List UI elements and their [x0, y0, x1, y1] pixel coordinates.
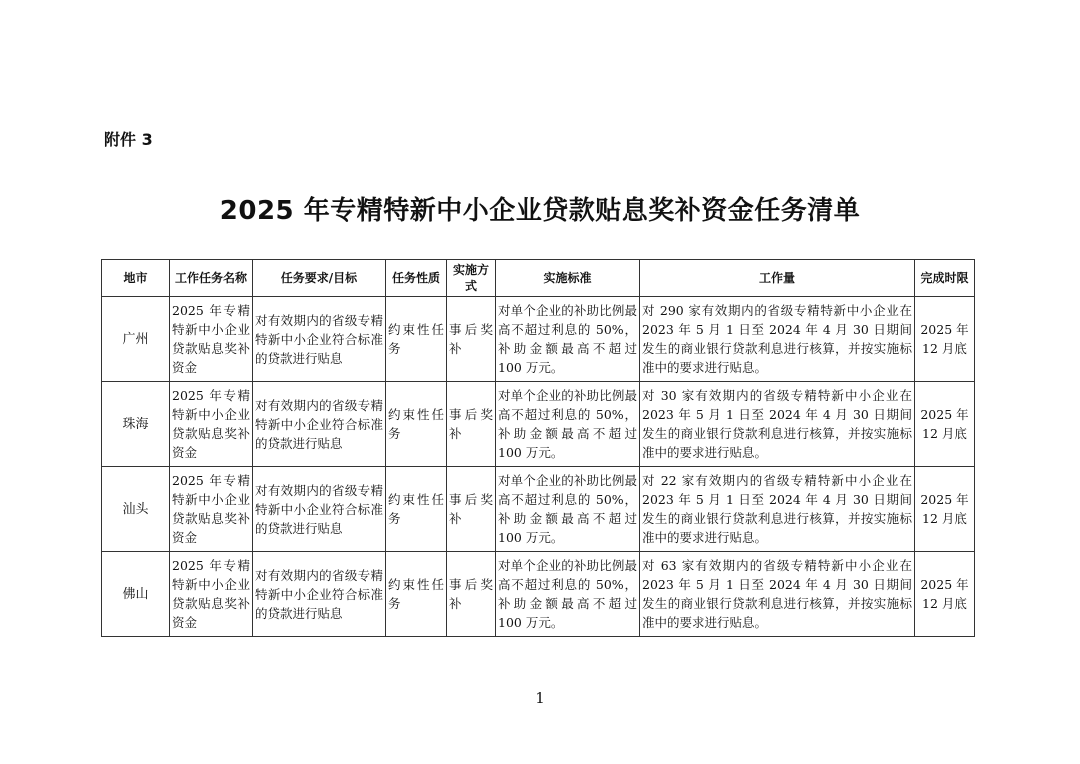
- cell-nature: 约束性任务: [386, 297, 447, 382]
- cell-task-name: 2025 年专精特新中小企业贷款贴息奖补资金: [170, 382, 253, 467]
- cell-workload: 对 290 家有效期内的省级专精特新中小企业在 2023 年 5 月 1 日至 2024 年 4 月 30 日期间发生的商业银行贷款利息进行核算，并按实施标准中的要求进行贴息。: [640, 297, 915, 382]
- header-city: 地市: [102, 260, 170, 297]
- cell-method: 事后奖补: [447, 552, 496, 637]
- header-task-name: 工作任务名称: [170, 260, 253, 297]
- cell-workload: 对 63 家有效期内的省级专精特新中小企业在 2023 年 5 月 1 日至 2024 年 4 月 30 日期间发生的商业银行贷款利息进行核算，并按实施标准中的要求进行贴息。: [640, 552, 915, 637]
- cell-method: 事后奖补: [447, 467, 496, 552]
- cell-city: 珠海: [102, 382, 170, 467]
- cell-city: 佛山: [102, 552, 170, 637]
- cell-standard: 对单个企业的补助比例最高不超过利息的 50%，补助金额最高不超过 100 万元。: [496, 382, 640, 467]
- cell-deadline: 2025 年 12 月底: [915, 297, 975, 382]
- cell-task-name: 2025 年专精特新中小企业贷款贴息奖补资金: [170, 297, 253, 382]
- cell-nature: 约束性任务: [386, 382, 447, 467]
- table-row: [102, 467, 975, 552]
- cell-task-name: 2025 年专精特新中小企业贷款贴息奖补资金: [170, 467, 253, 552]
- table-row: [102, 297, 975, 382]
- cell-requirement: 对有效期内的省级专精特新中小企业符合标准的贷款进行贴息: [253, 467, 386, 552]
- cell-city: 汕头: [102, 467, 170, 552]
- cell-method: 事后奖补: [447, 382, 496, 467]
- attachment-label: 附件 3: [104, 130, 153, 149]
- cell-standard: 对单个企业的补助比例最高不超过利息的 50%，补助金额最高不超过 100 万元。: [496, 467, 640, 552]
- cell-requirement: 对有效期内的省级专精特新中小企业符合标准的贷款进行贴息: [253, 382, 386, 467]
- cell-requirement: 对有效期内的省级专精特新中小企业符合标准的贷款进行贴息: [253, 552, 386, 637]
- table-header-row: [102, 260, 975, 297]
- cell-workload: 对 22 家有效期内的省级专精特新中小企业在 2023 年 5 月 1 日至 2024 年 4 月 30 日期间发生的商业银行贷款利息进行核算，并按实施标准中的要求进行贴息。: [640, 467, 915, 552]
- cell-standard: 对单个企业的补助比例最高不超过利息的 50%，补助金额最高不超过 100 万元。: [496, 297, 640, 382]
- cell-standard: 对单个企业的补助比例最高不超过利息的 50%，补助金额最高不超过 100 万元。: [496, 552, 640, 637]
- header-requirement: 任务要求/目标: [253, 260, 386, 297]
- header-workload: 工作量: [640, 260, 915, 297]
- page-number: 1: [535, 689, 545, 707]
- cell-requirement: 对有效期内的省级专精特新中小企业符合标准的贷款进行贴息: [253, 297, 386, 382]
- cell-deadline: 2025 年 12 月底: [915, 382, 975, 467]
- header-method: 实施方式: [447, 260, 496, 297]
- task-table: [101, 259, 975, 637]
- cell-workload: 对 30 家有效期内的省级专精特新中小企业在 2023 年 5 月 1 日至 2024 年 4 月 30 日期间发生的商业银行贷款利息进行核算，并按实施标准中的要求进行贴息。: [640, 382, 915, 467]
- cell-deadline: 2025 年 12 月底: [915, 552, 975, 637]
- cell-city: 广州: [102, 297, 170, 382]
- header-deadline: 完成时限: [915, 260, 975, 297]
- table-row: [102, 552, 975, 637]
- header-nature: 任务性质: [386, 260, 447, 297]
- cell-deadline: 2025 年 12 月底: [915, 467, 975, 552]
- cell-task-name: 2025 年专精特新中小企业贷款贴息奖补资金: [170, 552, 253, 637]
- header-standard: 实施标准: [496, 260, 640, 297]
- cell-nature: 约束性任务: [386, 552, 447, 637]
- document-title: 2025 年专精特新中小企业贷款贴息奖补资金任务清单: [219, 196, 861, 226]
- table-row: [102, 382, 975, 467]
- cell-method: 事后奖补: [447, 297, 496, 382]
- cell-nature: 约束性任务: [386, 467, 447, 552]
